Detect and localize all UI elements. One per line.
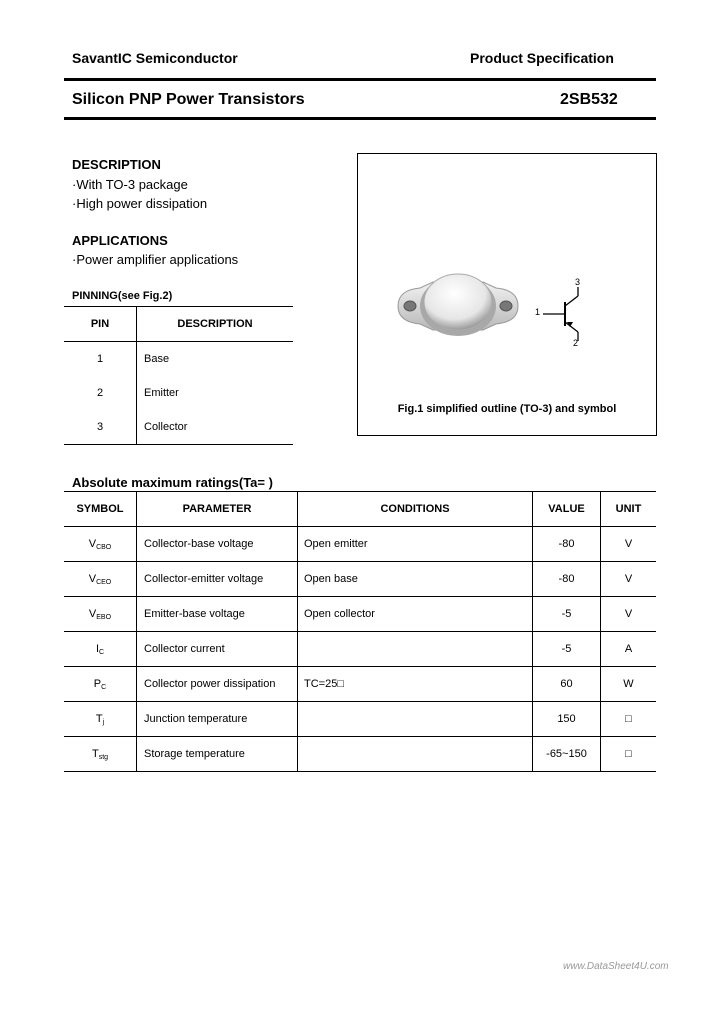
description-heading: DESCRIPTION: [72, 157, 161, 172]
pinning-table: [64, 306, 293, 445]
conditions-col-header: CONDITIONS: [298, 492, 533, 527]
symbol-letter: T: [91, 747, 99, 760]
symbol-letter: I: [95, 642, 99, 655]
symbol-letter: T: [95, 712, 103, 725]
parameter-cell: Collector-base voltage: [137, 527, 298, 562]
unit-cell: V: [624, 573, 633, 585]
symbol-letter: V: [88, 607, 97, 620]
pin-label-3: 3: [575, 277, 581, 287]
pin-label-2: 2: [573, 338, 579, 348]
pnp-symbol-icon: [358, 154, 656, 435]
conditions-cell: Open emitter: [298, 527, 533, 562]
conditions-cell: [298, 632, 533, 667]
pin-label-1: 1: [535, 307, 541, 317]
symbol-cell: [64, 702, 137, 737]
figure-box: [357, 153, 657, 436]
figure-caption: Fig.1 simplified outline (TO-3) and symbol: [397, 403, 617, 415]
unit-col-header: UNIT: [615, 503, 642, 515]
value-cell: -80: [533, 527, 601, 562]
part-number: 2SB532: [560, 91, 618, 108]
parameter-col-header: PARAMETER: [137, 492, 298, 527]
pinning-heading: PINNING(see Fig.2): [72, 290, 173, 302]
table-row: [64, 597, 656, 632]
pin-description: Base: [144, 353, 170, 365]
unit-cell: V: [624, 608, 633, 620]
applications-item: ·Power amplifier applications: [72, 252, 239, 267]
product-title: Silicon PNP Power Transistors: [72, 91, 305, 108]
pin-number: 3: [64, 410, 137, 445]
symbol-letter: P: [93, 677, 102, 690]
unit-cell: V: [624, 538, 633, 550]
description-item: ·With TO-3 package: [72, 177, 188, 192]
pin-col-header: PIN: [64, 307, 137, 342]
value-col-header: VALUE: [533, 492, 601, 527]
pin-description: Collector: [144, 421, 188, 433]
symbol-cell: [64, 597, 137, 632]
doc-type: Product Specification: [470, 50, 614, 66]
conditions-cell: Open collector: [298, 597, 533, 632]
table-row: [64, 702, 656, 737]
unit-cell: □: [625, 713, 632, 725]
pin-description: Emitter: [144, 387, 179, 399]
symbol-subscript: stg: [98, 753, 109, 761]
table-row: [64, 342, 293, 377]
table-row: [64, 376, 293, 410]
conditions-cell: [298, 702, 533, 737]
unit-cell: □: [625, 748, 632, 760]
parameter-cell: Junction temperature: [137, 702, 298, 737]
table-row: [64, 562, 656, 597]
symbol-subscript: EBO: [96, 613, 112, 621]
parameter-cell: Emitter-base voltage: [137, 597, 298, 632]
parameter-cell: Collector-emitter voltage: [137, 562, 298, 597]
value-cell: -65~150: [533, 737, 601, 772]
parameter-cell: Collector power dissipation: [137, 667, 298, 702]
ratings-table: [64, 491, 656, 772]
value-cell: -80: [533, 562, 601, 597]
symbol-subscript: j: [102, 718, 105, 726]
symbol-subscript: C: [101, 683, 107, 691]
table-row: [64, 527, 656, 562]
symbol-cell: [64, 527, 137, 562]
applications-heading: APPLICATIONS: [72, 233, 168, 248]
pin-number: 2: [64, 376, 137, 410]
company-name: SavantIC Semiconductor: [72, 50, 238, 66]
conditions-cell: Open base: [298, 562, 533, 597]
header-rule-bottom: [64, 117, 656, 120]
symbol-subscript: CBO: [96, 543, 112, 551]
table-row: [64, 410, 293, 445]
symbol-subscript: CEO: [96, 578, 112, 586]
value-cell: -5: [533, 597, 601, 632]
symbol-cell: [64, 737, 137, 772]
unit-cell: A: [624, 643, 633, 655]
pin-number: 1: [64, 342, 137, 377]
parameter-cell: Collector current: [137, 632, 298, 667]
value-cell: 60: [533, 667, 601, 702]
symbol-cell: [64, 667, 137, 702]
symbol-col-header: SYMBOL: [64, 492, 137, 527]
symbol-cell: [64, 632, 137, 667]
pin-desc-col-header: DESCRIPTION: [177, 318, 253, 330]
parameter-cell: Storage temperature: [137, 737, 298, 772]
header-rule-top: [64, 78, 656, 81]
value-cell: 150: [533, 702, 601, 737]
unit-cell: W: [623, 678, 634, 690]
ratings-heading: Absolute maximum ratings(Ta= ): [72, 475, 273, 490]
description-item: ·High power dissipation: [72, 196, 208, 211]
table-row: [64, 737, 656, 772]
watermark: www.DataSheet4U.com: [563, 961, 669, 972]
symbol-subscript: C: [99, 648, 105, 656]
conditions-cell: TC=25□: [298, 667, 533, 702]
table-row: [64, 667, 656, 702]
symbol-letter: V: [88, 572, 97, 585]
table-row: [64, 632, 656, 667]
conditions-cell: [298, 737, 533, 772]
symbol-letter: V: [88, 537, 97, 550]
symbol-cell: [64, 562, 137, 597]
value-cell: -5: [533, 632, 601, 667]
